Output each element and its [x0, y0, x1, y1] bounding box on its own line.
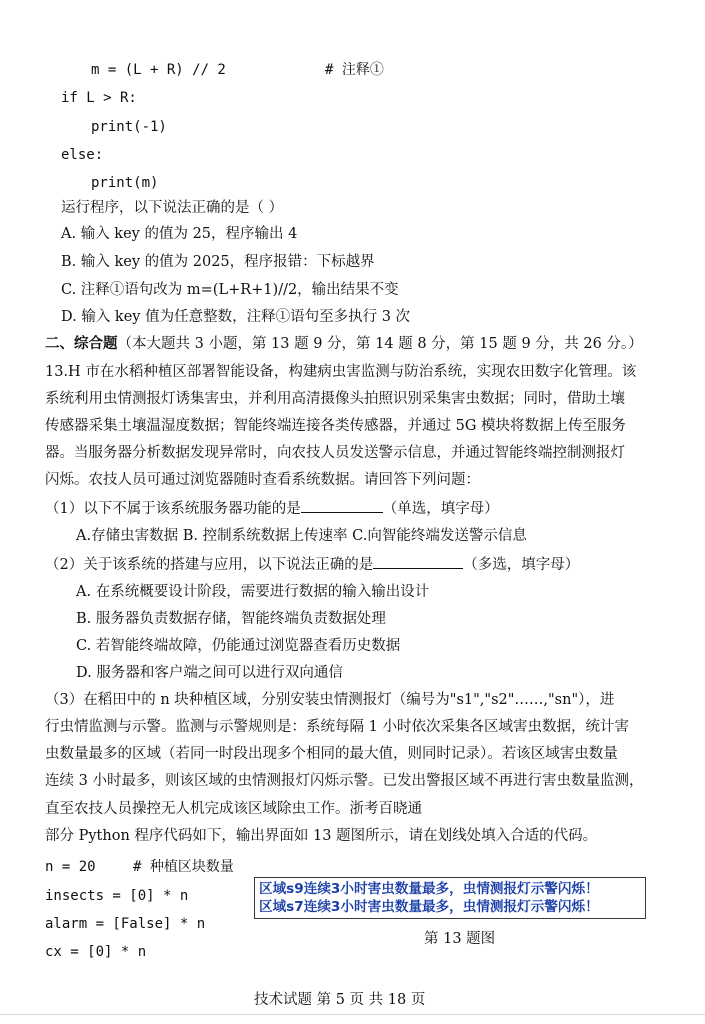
q13-sub2-option-d: D. 服务器和客户端之间可以进行双向通信 — [76, 665, 343, 681]
code-line-n: n = 20 — [45, 859, 96, 875]
code-line-if: if L > R: — [61, 90, 137, 106]
console-line: 区域s7连续3小时害虫数量最多，虫情测报灯示警闪烁！ — [259, 899, 599, 915]
code-line-print-m: print(m) — [91, 175, 159, 191]
q13-sub2-option-c: C. 若智能终端故障，仍能通过浏览器查看历史数据 — [76, 638, 401, 654]
footer-divider — [0, 1014, 705, 1015]
q12-stem: 运行程序，以下说法正确的是（ ） — [61, 200, 284, 216]
code-line-insects: insects = [0] * n — [45, 888, 189, 904]
q12-option-a: A. 输入 key 的值为 25，程序输出 4 — [61, 226, 298, 242]
q13-sub3-line: 连续 3 小时最多，则该区域的虫情测报灯闪烁示警。已发出警报区域不再进行害虫数量监测， — [45, 773, 644, 789]
q13-sub2 — [45, 554, 579, 575]
q13-sub3-line: 行虫情监测与示警。监测与示警规则是：系统每隔 1 小时依次采集各区域害虫数据，统计害 — [45, 719, 629, 735]
q13-para-line: 闪烁。农技人员可通过浏览器随时查看系统数据。请回答下列问题： — [45, 472, 480, 488]
code-text: m = (L + R) // 2 — [91, 62, 226, 78]
code-line-else: else: — [61, 147, 104, 163]
q13-para-line: 器。当服务器分析数据发现异常时，向农技人员发送警示信息，并通过智能终端控制测报灯 — [45, 445, 625, 461]
q13-sub2-option-a: A. 在系统概要设计阶段，需要进行数据的输入输出设计 — [76, 584, 430, 600]
code-line-cx: cx = [0] * n — [45, 944, 147, 960]
q13-sub1 — [45, 498, 499, 519]
q13-para-line: 传感器采集土壤温湿度数据；智能终端连接各类传感器，并通过 5G 模块将数据上传至服务 — [45, 418, 627, 434]
answer-blank-2[interactable] — [373, 554, 463, 569]
sub1-text: （1）以下不属于该系统服务器功能的是 — [45, 501, 301, 517]
q13-sub3-line: 部分 Python 程序代码如下，输出界面如 13 题图所示，请在划线处填入合适的代码。 — [45, 828, 598, 844]
section-header — [45, 334, 643, 354]
code-comment-n: # 种植区块数量 — [133, 859, 234, 875]
sub2-hint: （多选，填字母） — [463, 557, 580, 573]
console-line: 区域s9连续3小时害虫数量最多，虫情测报灯示警闪烁！ — [259, 881, 599, 897]
answer-blank-1[interactable] — [301, 498, 383, 513]
q13-para-line: 13.H 市在水稻种植区部署智能设备，构建病虫害监测与防治系统，实现农田数字化管理。该 — [45, 364, 637, 380]
q12-option-c: C. 注释①语句改为 m=(L+R+1)//2，输出结果不变 — [61, 282, 399, 298]
q12-option-d: D. 输入 key 值为任意整数，注释①语句至多执行 3 次 — [61, 309, 411, 325]
code-comment: # 注释① — [325, 62, 384, 78]
code-line-print-neg: print(-1) — [91, 119, 167, 135]
q13-sub3-line: （3）在稻田中的 n 块种植区域，分别安装虫情测报灯（编号为"s1","s2"……,"sn"），进 — [45, 692, 615, 708]
q12-option-b: B. 输入 key 的值为 2025，程序报错：下标越界 — [61, 254, 375, 270]
page-footer: 技术试题 第 5 页 共 18 页 — [254, 992, 426, 1008]
sub2-text: （2）关于该系统的搭建与应用，以下说法正确的是 — [45, 557, 374, 573]
q13-sub3-line: 虫数量最多的区域（若同一时段出现多个相同的最大值，则同时记录）。若该区域害虫数量 — [45, 746, 618, 762]
output-console — [254, 877, 646, 919]
q13-para-line: 系统利用虫情测报灯诱集害虫，并利用高清摄像头拍照识别采集害虫数据；同时，借助土壤 — [45, 391, 625, 407]
q13-sub1-options: A.存储虫害数据 B. 控制系统数据上传速率 C.向智能终端发送警示信息 — [76, 528, 527, 544]
figure-caption: 第 13 题图 — [424, 931, 496, 947]
q13-sub3-line: 直至农技人员操控无人机完成该区域除虫工作。浙考百晓通 — [45, 801, 422, 817]
code-line-m — [91, 60, 226, 80]
section-desc: （本大题共 3 小题，第 13 题 9 分，第 14 题 8 分，第 15 题 9 分，共 26 分。） — [117, 336, 643, 352]
code-line-alarm: alarm = [False] * n — [45, 916, 206, 932]
section-title: 二、综合题 — [45, 335, 118, 352]
q13-sub2-option-b: B. 服务器负责数据存储，智能终端负责数据处理 — [76, 611, 386, 627]
sub1-hint: （单选，填字母） — [382, 501, 499, 517]
